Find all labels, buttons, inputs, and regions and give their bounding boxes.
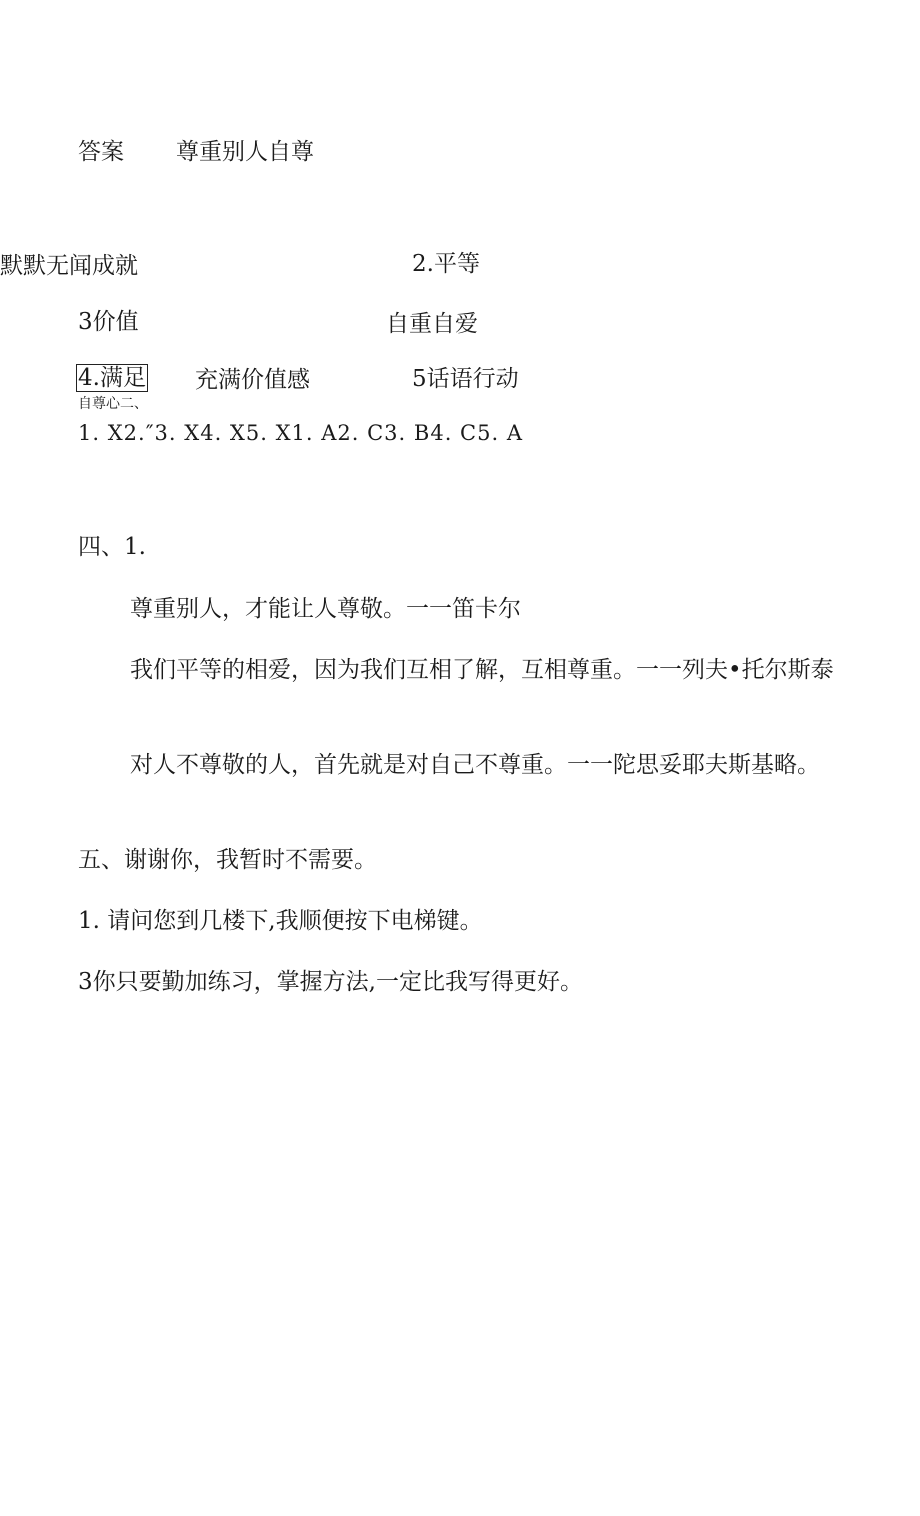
quote-1: 尊重别人，才能让人尊敬。一一笛卡尔 [130,596,521,622]
item-3b: 自重自爱 [386,311,478,337]
answers-line: 1. X2.″3. X4. X5. X1. A2. C3. B4. C5. A [78,421,523,445]
note-small: 自尊心二、 [78,396,148,412]
item-1: 默默无闻成就 [0,253,138,279]
item-3: 3价值 [78,309,139,335]
section5-line-2: 3你只要勤加练习，掌握方法,一定比我写得更好。 [78,969,583,995]
item-5: 5话语行动 [412,366,519,392]
answer-label: 答案 [78,139,124,165]
section4-heading: 四、1. [78,534,146,560]
section5-heading: 五、谢谢你，我暂时不需要。 [78,847,377,873]
quote-3: 对人不尊敬的人，首先就是对自己不尊重。一一陀思妥耶夫斯基略。 [130,752,820,778]
quote-2: 我们平等的相爱，因为我们互相了解，互相尊重。一一列夫•托尔斯泰 [130,657,834,683]
item-4b: 充满价值感 [195,367,310,393]
item-2: 2.平等 [412,251,480,277]
section5-line-1: 1. 请问您到几楼下,我顺便按下电梯键。 [78,908,483,934]
answer-title: 尊重别人自尊 [176,139,314,165]
item-4: 4.满足 [78,365,146,391]
